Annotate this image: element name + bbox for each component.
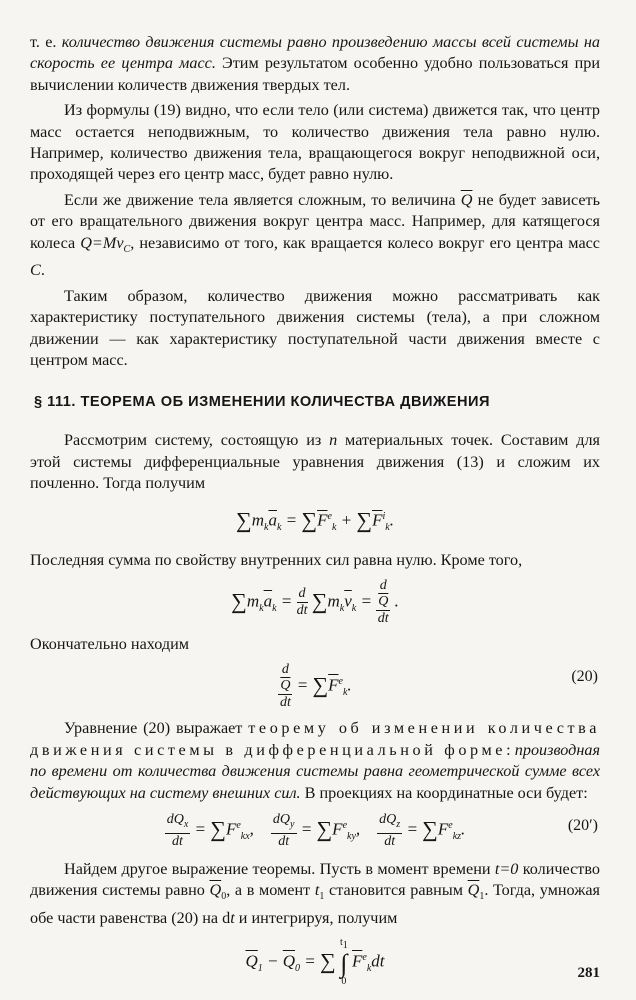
- paragraph-9: Найдем другое выражение теоремы. Пусть в момент времени t=0 количество движения системы равно $\overline{Q}_0$, а в момент $t_1$ становится равным $\overline{Q}_1$. Тогда, умножая обе части равенства (20) на dt и интегрируя, получим: [30, 860, 601, 928]
- paragraph-3: Если же движение тела является сложным, то величина $\overline{Q}$ не будет зависеть от его вращательного движения вокруг центра масс. Например, для катящегося колеса $Q=Mv_C$, независимо от того, как вращается колесо вокруг его центра масс C.: [30, 190, 600, 280]
- paragraph-1: т. е. количество движения системы равно произведению массы всей системы на скорость ее центра масс. Этим результатом особенно удобно пользоваться при вычислении количеств движения твердых тел.: [30, 33, 601, 94]
- rolling-wheel-formula: $Q=Mv_C$: [80, 233, 131, 255]
- page-number: 281: [577, 965, 600, 981]
- equation-integral: $\overline{Q}_1 - \overline{Q}_0$ = ∑ $t_1$ ∫ 0 $\overline{F}^e_kdt$: [245, 936, 385, 987]
- paragraph-4: Таким образом, количество движения можно рассматривать как характеристику поступательного движения системы (тела), а при сложном движении — как характеристику поступательной части движения вместе с центром масс.: [30, 286, 600, 369]
- paragraph-2: Из формулы (19) видно, что если тело (или система) движется так, что центр масс остается неподвижным, то количество движения тела равно нулю. Например, количество движения тела, вращающегося вокруг неподвижной оси, проходящей через его центр масс, будет равно нулю.: [30, 101, 600, 184]
- equation-number-20-prime: (20′): [567, 817, 598, 835]
- equation-sum-forces: $\sum m_k\overline{a}_k = \sum\overline{F}^e_k + \sum\overline{F}^i_k$.: [236, 507, 394, 533]
- equation-momentum-derivative: $\sum m_k\overline{a}_k$ = $\frac{d}{dt}$ $\sum m_k\overline{v}_k$ = d $\overline{Q}$ dt .: [231, 578, 399, 626]
- equation-number-20: (20): [571, 668, 598, 686]
- section-title: § 111. ТЕОРЕМА ОБ ИЗМЕНЕНИИ КОЛИЧЕСТВА ДВИЖЕНИЯ: [34, 394, 490, 411]
- equation-20: d $\overline{Q}$ dt = $\sum\overline{F}^e_k$. (20): [279, 662, 598, 711]
- paragraph-5: Рассмотрим систему, состоящую из n материальных точек. Составим для этой системы дифференциальные уравнения движения (13) и сложим их почленно. Тогда получим: [30, 431, 600, 493]
- page-content: [30, 32, 600, 995]
- paragraph-8: Уравнение (20) выражает теорему об изменении количества движения системы в дифференциальной форме: производная по времени от количества движения системы равна геометрической сумме всех действующих на систему внешних сил. В проекциях на координатные оси будет:: [30, 719, 600, 802]
- paragraph-6: Последняя сумма по свойству внутренних сил равна нулю. Кроме того,: [30, 550, 523, 569]
- equation-20-prime: $\frac{dQ_x}{dt}$ = $\sum F^e_{kx}$, $\frac{dQ_y}{dt}$ = $\sum F^e_{ky}$, $\frac{dQ_z}{dt}$ = $\sum F^e_{kz}$. (20′): [166, 811, 598, 849]
- paragraph-7: Окончательно находим: [30, 635, 190, 653]
